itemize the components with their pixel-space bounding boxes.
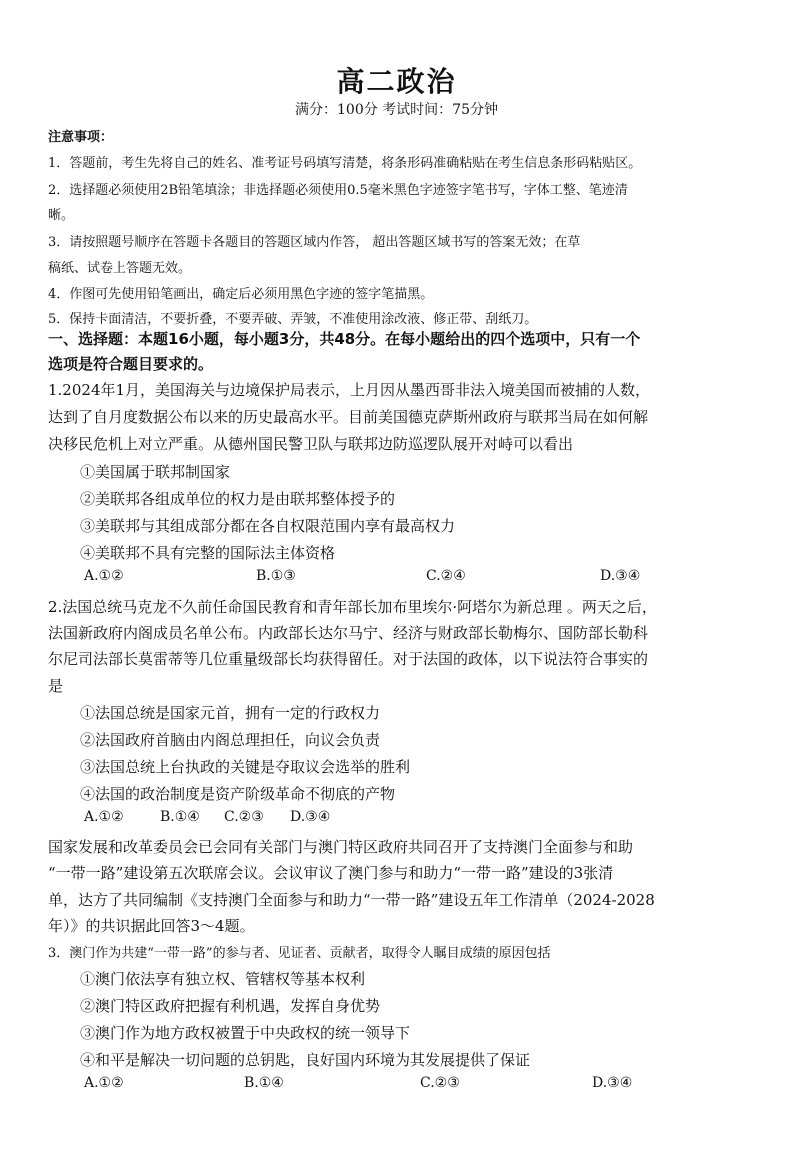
exam-info: 满分：100分 考试时间：75分钟: [295, 102, 498, 118]
question-1-stem: 达到了自月度数据公布以来的历史最高水平。目前美国德克萨斯州政府与联邦当局在如何解: [48, 408, 649, 426]
question-1-stem: 决移民危机上对立严重。从德州国民警卫队与联邦边防巡逻队展开对峙可以看出: [48, 435, 574, 453]
notice-line: 1．答题前，考生先将自己的姓名、准考证号码填写清楚，将条形码准确粘贴在考生信息条形码粘贴区。: [48, 156, 642, 171]
question-2-stem: 2.法国总统马克龙不久前任命国民教育和青年部长加布里埃尔·阿塔尔为新总理 。两天之后，: [48, 598, 657, 616]
statement-option: ②法国政府首脑由内阁总理担任，向议会负责: [80, 731, 381, 749]
choice-a[interactable]: A.①②: [84, 809, 124, 825]
material-text: 单，达方了共同编制《支持澳门全面参与和助力“一带一路”建设五年工作清单（2024-2028: [48, 891, 655, 909]
material-text: 国家发展和改革委员会已会同有关部门与澳门特区政府共同召开了支持澳门全面参与和助: [48, 838, 634, 856]
choice-c[interactable]: C.②④: [426, 568, 466, 584]
statement-option: ②澳门特区政府把握有利机遇，发挥自身优势: [80, 997, 381, 1015]
statement-option: ③澳门作为地方政权被置于中央政权的统一领导下: [80, 1024, 411, 1042]
statement-option: ③美联邦与其组成部分都在各自权限范围内享有最高权力: [80, 517, 456, 535]
notice-line: 3．请按照题号顺序在答题卡各题目的答题区域内作答， 超出答题区域书写的答案无效；在草: [48, 235, 581, 250]
notice-line: 晰。: [48, 208, 75, 223]
choice-b[interactable]: B.①④: [160, 809, 200, 825]
choice-c[interactable]: C.②③: [420, 1075, 460, 1091]
notice-line: 稿纸、试卷上答题无效。: [48, 261, 192, 276]
page-title: 高二政治: [336, 65, 457, 98]
statement-option: ①美国属于联邦制国家: [80, 463, 231, 481]
choice-a[interactable]: A.①②: [84, 1075, 124, 1091]
statement-option: ②美联邦各组成单位的权力是由联邦整体授予的: [80, 490, 396, 508]
question-3-stem: 3．澳门作为共建“一带一路”的参与者、见证者、贡献者，取得令人瞩目成绩的原因包括: [48, 946, 551, 961]
statement-option: ①法国总统是国家元首，拥有一定的行政权力: [80, 704, 381, 722]
notice-line: 4．作图可先使用铅笔画出，确定后必须用黑色字迹的签字笔描黑。: [48, 287, 434, 302]
section-heading: 选项是符合题目要求的。: [48, 355, 214, 373]
choice-b[interactable]: B.①④: [244, 1075, 284, 1091]
question-1-stem: 1.2024年1月，美国海关与边境保护局表示，上月因从墨西哥非法入境美国而被捕的人数，: [48, 381, 651, 399]
statement-option: ④和平是解决一切问题的总钥匙，良好国内环境为其发展提供了保证: [80, 1051, 531, 1069]
choice-b[interactable]: B.①③: [256, 568, 296, 584]
notice-line: 5．保持卡面清洁，不要折叠，不要弄破、弄皱，不准使用涂改液、修正带、刮纸刀。: [48, 312, 538, 327]
statement-option: ④法国的政治制度是资产阶级革命不彻底的产物: [80, 785, 396, 803]
notes-heading: 注意事项：: [48, 130, 114, 145]
material-text: “一带一路”建设第五次联席会议。会议审议了澳门参与和助力“一带一路”建设的3张清: [48, 864, 614, 882]
statement-option: ③法国总统上台执政的关键是夺取议会选举的胜利: [80, 758, 411, 776]
statement-option: ④美联邦不具有完整的国际法主体资格: [80, 544, 336, 562]
question-2-stem: 是: [48, 677, 64, 695]
section-heading: 一、选择题：本题16小题，每小题3分，共48分。在每小题给出的四个选项中，只有一个: [48, 330, 641, 348]
choice-d[interactable]: D.③④: [290, 809, 331, 825]
question-2-stem: 尔尼司法部长莫雷蒂等几位重量级部长均获得留任。对于法国的政体，以下说法符合事实的: [48, 650, 649, 668]
statement-option: ①澳门依法享有独立权、管辖权等基本权利: [80, 970, 366, 988]
question-2-stem: 法国新政府内阁成员名单公布。内政部长达尔马宁、经济与财政部长勒梅尔、国防部长勒科: [48, 624, 649, 642]
choice-c[interactable]: C.②③: [224, 809, 264, 825]
choice-d[interactable]: D.③④: [600, 568, 641, 584]
material-text: 年）》的共识据此回答3～4题。: [48, 917, 255, 935]
notice-line: 2．选择题必须使用2B铅笔填涂；非选择题必须使用0.5毫米黑色字迹签字笔书写，字体工整、笔迹清: [48, 183, 628, 198]
choice-a[interactable]: A.①②: [84, 568, 124, 584]
choice-d[interactable]: D.③④: [592, 1075, 633, 1091]
